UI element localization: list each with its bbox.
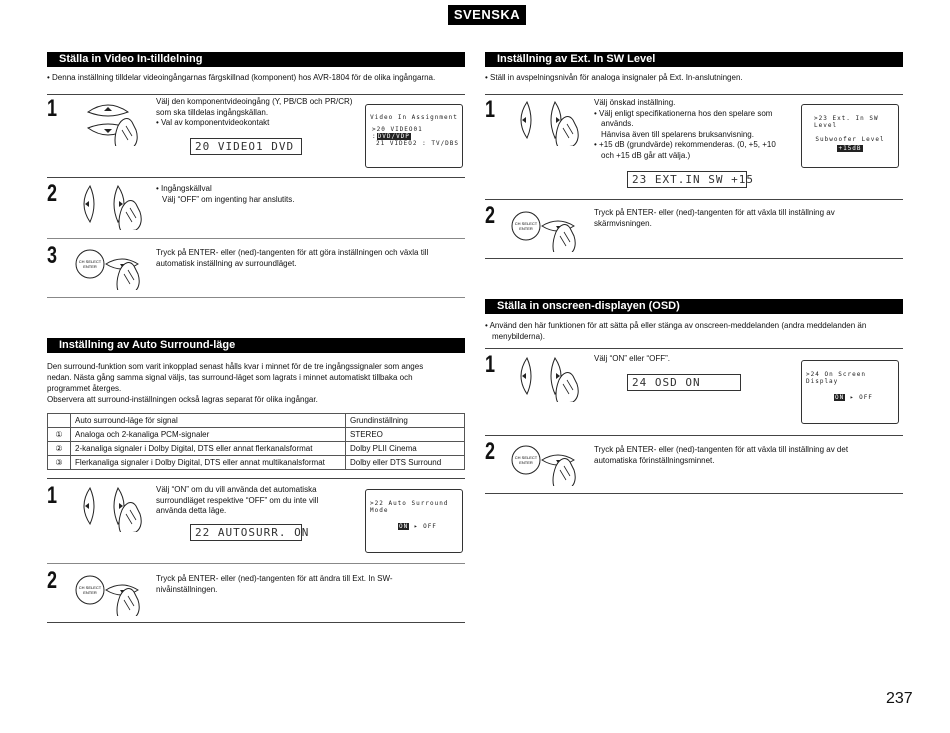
auto-para-line3: programmet återges.	[47, 384, 122, 393]
table-header: Grundinställning	[346, 414, 465, 428]
auto-step2-text1: Tryck på ENTER- eller (ned)-tangenten för att ändra till Ext. In SW-	[156, 574, 393, 583]
osd-row: 20 VIDEO01 :	[372, 126, 423, 140]
extin-step1-text4: Hänvisa även till spelarens bruksanvisning.	[601, 129, 754, 139]
osd-off-option: OFF	[423, 523, 437, 530]
osd-on-option: ON	[399, 523, 409, 530]
auto-step1-text3: använda detta läge.	[156, 506, 227, 515]
step-number: 1	[47, 482, 58, 509]
enter-down-button-icon	[74, 570, 150, 616]
left-right-button-icon	[78, 184, 144, 230]
osd-title: Video In Assignment	[370, 114, 458, 121]
table-row	[48, 442, 465, 456]
divider	[485, 435, 903, 436]
osd-title: 23 Ext. In SW Level	[814, 115, 879, 129]
divider	[47, 177, 465, 178]
row-number: ③	[48, 456, 71, 470]
table-header-row	[48, 414, 465, 428]
svg-text:CH SELECT: CH SELECT	[78, 585, 102, 590]
osd-step2-text1: Tryck på ENTER- eller (ned)-tangenten för att växla till inställning av det	[594, 445, 849, 454]
onscreen-display: >23 Ext. In SW Level Subwoofer Level +15dB	[801, 104, 899, 168]
step-number: 2	[47, 567, 58, 594]
osd-subtitle: Subwoofer Level	[815, 136, 885, 143]
osd-step2-text2: automatiska förinställningsminnet.	[594, 455, 715, 465]
signal-cell: Flerkanaliga signaler i Dolby Digital, DTS eller annat multikanalsformat	[71, 456, 346, 470]
video-step1-text1: Välj den komponentvideoingång (Y, PB/CB och PR/CR)	[156, 97, 353, 106]
svg-text:CH SELECT: CH SELECT	[78, 259, 102, 264]
divider	[47, 238, 465, 239]
video-step2-text1: • Ingångskällval	[156, 184, 212, 193]
auto-step2-text2: nivåinställningen.	[156, 584, 218, 594]
auto-para-line4: Observera att surround-inställningen också lagras separat för olika ingångar.	[47, 395, 318, 404]
extin-step2-text2: skärmvisningen.	[594, 218, 652, 228]
osd-title: 24 On Screen Display	[806, 371, 866, 385]
extin-intro: • Ställ in avspelningsnivån för analoga insignaler på Ext. In-anslutningen.	[485, 73, 743, 82]
enter-down-button-icon	[510, 440, 586, 486]
front-display: 23 EXT.IN SW +15	[627, 171, 747, 188]
section-title-osd: Ställa in onscreen-displayen (OSD)	[485, 299, 903, 314]
osd-level-value: +15dB	[838, 145, 862, 152]
left-right-button-icon	[78, 486, 144, 532]
default-cell: Dolby PLII Cinema	[346, 442, 465, 456]
video-step3-text1: Tryck på ENTER- eller (ned)-tangenten för att göra inställningen och växla till	[156, 248, 429, 257]
svg-text:ENTER: ENTER	[83, 264, 97, 269]
enter-down-button-icon	[74, 244, 150, 290]
left-right-button-icon	[515, 100, 581, 146]
extin-step1-text1: Välj önskad inställning.	[594, 98, 676, 107]
default-cell: Dolby eller DTS Surround	[346, 456, 465, 470]
divider	[47, 94, 465, 95]
auto-step1-text2: surroundläget respektive “OFF” om du inte vill	[156, 495, 319, 505]
language-tab: SVENSKA	[448, 5, 526, 25]
step-number: 1	[47, 95, 58, 122]
extin-step1-text6: och +15 dB går att välja.)	[601, 150, 691, 160]
onscreen-display: >24 On Screen Display ON ▸ OFF	[801, 360, 899, 424]
divider	[47, 622, 465, 623]
section-title-auto-surround: Inställning av Auto Surround-läge	[47, 338, 465, 353]
enter-down-button-icon	[510, 206, 586, 252]
table-header: Auto surround-läge för signal	[71, 414, 346, 428]
front-display: 20 VIDEO1 DVD	[190, 138, 302, 155]
step-number: 3	[47, 242, 58, 269]
osd-selected-value: DVD/VDP	[377, 133, 410, 140]
left-right-button-icon	[515, 356, 581, 402]
osd-title: 22 Auto Surround Mode	[370, 500, 449, 514]
svg-text:ENTER: ENTER	[83, 590, 97, 595]
default-cell: STEREO	[346, 428, 465, 442]
row-number: ②	[48, 442, 71, 456]
extin-step1-text5: • +15 dB (grundvärde) rekommenderas. (0, +5, +10	[594, 140, 776, 149]
table-row	[48, 456, 465, 470]
page-number: 237	[886, 690, 913, 707]
video-step1-text2: som ska tilldelas ingångskällan.	[156, 107, 269, 117]
onscreen-display: Video In Assignment >20 VIDEO01 :DVD/VDP 21 VIDEO2 : TV/DBS	[365, 104, 463, 168]
auto-para-line1: Den surround-funktion som varit inkopplad senast hålls kvar i minnet för de tre ingångssignaler som anges	[47, 362, 424, 371]
step-number: 1	[485, 96, 496, 123]
video-intro: • Denna inställning tilldelar videoingångarnas färgskillnad (komponent) hos AVR-1804 för de olika ingångarna.	[47, 73, 436, 82]
osd-row: 21 VIDEO2 : TV/DBS	[376, 140, 460, 147]
divider	[485, 199, 903, 200]
section-title-video-in: Ställa in Video In-tilldelning	[47, 52, 465, 67]
svg-text:CH SELECT: CH SELECT	[514, 221, 538, 226]
front-display: 22 AUTOSURR. ON	[190, 524, 302, 541]
divider	[485, 94, 903, 95]
svg-text:ENTER: ENTER	[519, 460, 533, 465]
osd-intro-line1: • Använd den här funktionen för att sätta på eller stänga av onscreen-meddelanden (andra meddelanden än	[485, 321, 867, 330]
osd-off-option: OFF	[859, 394, 873, 401]
step-number: 1	[485, 351, 496, 378]
video-step3-text2: automatisk inställning av surroundläget.	[156, 258, 297, 268]
divider	[485, 258, 903, 259]
front-display: 24 OSD ON	[627, 374, 741, 391]
osd-intro-line2: menybilderna).	[492, 331, 545, 341]
row-number: ①	[48, 428, 71, 442]
section-title-ext-in: Inställning av Ext. In SW Level	[485, 52, 903, 67]
divider	[485, 493, 903, 494]
divider	[47, 478, 465, 479]
auto-step1-text1: Välj “ON” om du vill använda det automatiska	[156, 485, 317, 494]
svg-text:ENTER: ENTER	[519, 226, 533, 231]
divider	[47, 563, 465, 564]
auto-para-line2: nedan. Nästa gång samma signal väljs, tas surround-läget som lagrats i minnet automatiskt tillbaka och	[47, 373, 413, 382]
divider	[485, 348, 903, 349]
extin-step2-text1: Tryck på ENTER- eller (ned)-tangenten för att växla till inställning av	[594, 208, 835, 217]
step-number: 2	[47, 180, 58, 207]
osd-step1-text1: Välj “ON” eller “OFF”.	[594, 354, 670, 363]
extin-step1-text3: används.	[601, 119, 634, 128]
auto-surround-table	[47, 413, 465, 470]
osd-on-option: ON	[835, 394, 845, 401]
step-number: 2	[485, 438, 496, 465]
video-step1-text3: • Val av komponentvideokontakt	[156, 118, 270, 127]
table-row	[48, 428, 465, 442]
signal-cell: 2-kanaliga signaler i Dolby Digital, DTS eller annat flerkanalsformat	[71, 442, 346, 456]
up-down-button-icon	[84, 98, 140, 146]
signal-cell: Analoga och 2-kanaliga PCM-signaler	[71, 428, 346, 442]
step-number: 2	[485, 202, 496, 229]
video-step2-text2: Välj “OFF” om ingenting har anslutits.	[162, 194, 295, 204]
svg-text:CH SELECT: CH SELECT	[514, 455, 538, 460]
onscreen-display: >22 Auto Surround Mode ON ▸ OFF	[365, 489, 463, 553]
extin-step1-text2: • Välj enligt specifikationerna hos den spelare som	[594, 108, 773, 118]
divider	[47, 297, 465, 298]
